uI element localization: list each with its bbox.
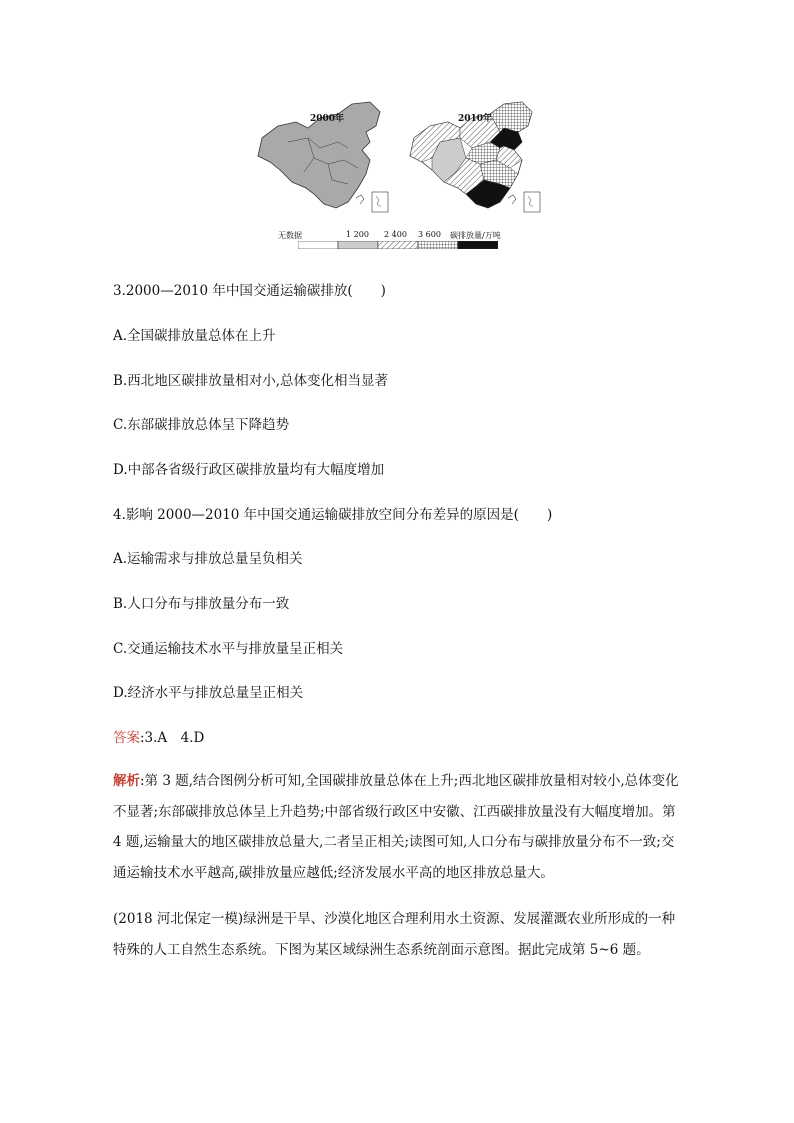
map-2010 [400, 98, 548, 226]
legend-tick-1200: 1 200 [346, 230, 369, 239]
question-4-option-c: C.交通运输技术水平与排放量呈正相关 [113, 641, 344, 657]
question-3-stem-close: ) [380, 283, 386, 299]
map-legend [278, 230, 548, 252]
analysis-label: 解析 [113, 773, 140, 789]
legend-tick-2400: 2 400 [384, 230, 407, 239]
legend-unit-label: 碳排放量/万吨 [450, 231, 501, 240]
answer-text: :3.A 4.D [140, 730, 205, 746]
map-2000-label: 2000年 [310, 114, 345, 124]
analysis-text: :第 3 题,结合图例分析可知,全国碳排放量总体在上升;西北地区碳排放量相对较小,总体变化不显著;东部碳排放总体呈上升趋势;中部省级行政区中安徽、江西碳排放量没有大幅度增加。第 4 题,运输量大的地区碳排放总量大,二者呈正相关;读图可知,人口分布与碳排放量分布不一致;交通运输技术水平越高,碳排放量应越低;经济发展水平高的地区排放总量大。 [113, 773, 679, 881]
legend-no-data-label: 无数据 [278, 231, 302, 240]
carbon-emission-map-figure [248, 98, 548, 253]
question-3-stem-text: 3.2000—2010 年中国交通运输碳排放( [113, 283, 353, 299]
question-4-stem [113, 506, 552, 524]
legend-color-bar [298, 241, 498, 249]
question-3-option-a: A.全国碳排放量总体在上升 [113, 328, 276, 344]
legend-tick-3600: 3 600 [418, 230, 441, 239]
question-3-option-b: B.西北地区碳排放量相对小,总体变化相当显著 [113, 373, 389, 389]
question-4-stem-close: ) [546, 507, 553, 523]
question-3-option-c: C.东部碳排放总体呈下降趋势 [113, 417, 290, 433]
question-4-option-d: D.经济水平与排放总量呈正相关 [113, 685, 304, 701]
analysis-paragraph [113, 766, 683, 888]
question-4-option-a: A.运输需求与排放总量呈负相关 [113, 551, 303, 567]
question-4-stem-text: 4.影响 2000—2010 年中国交通运输碳排放空间分布差异的原因是( [113, 507, 519, 523]
map-2000 [248, 98, 396, 226]
question-3-option-d: D.中部各省级行政区碳排放量均有大幅度增加 [113, 462, 385, 478]
map-2010-label: 2010年 [458, 114, 493, 124]
answer-label: 答案 [113, 730, 140, 746]
question-3-stem [113, 282, 386, 300]
next-question-intro: (2018 河北保定一模)绿洲是干旱、沙漠化地区合理利用水土资源、发展灌溉农业所形成的一种特殊的人工自然生态系统。下图为某区域绿洲生态系统剖面示意图。据此完成第 5~6 题。 [113, 911, 676, 958]
answer-line [113, 729, 204, 747]
question-4-option-b: B.人口分布与排放量分布一致 [113, 596, 290, 612]
